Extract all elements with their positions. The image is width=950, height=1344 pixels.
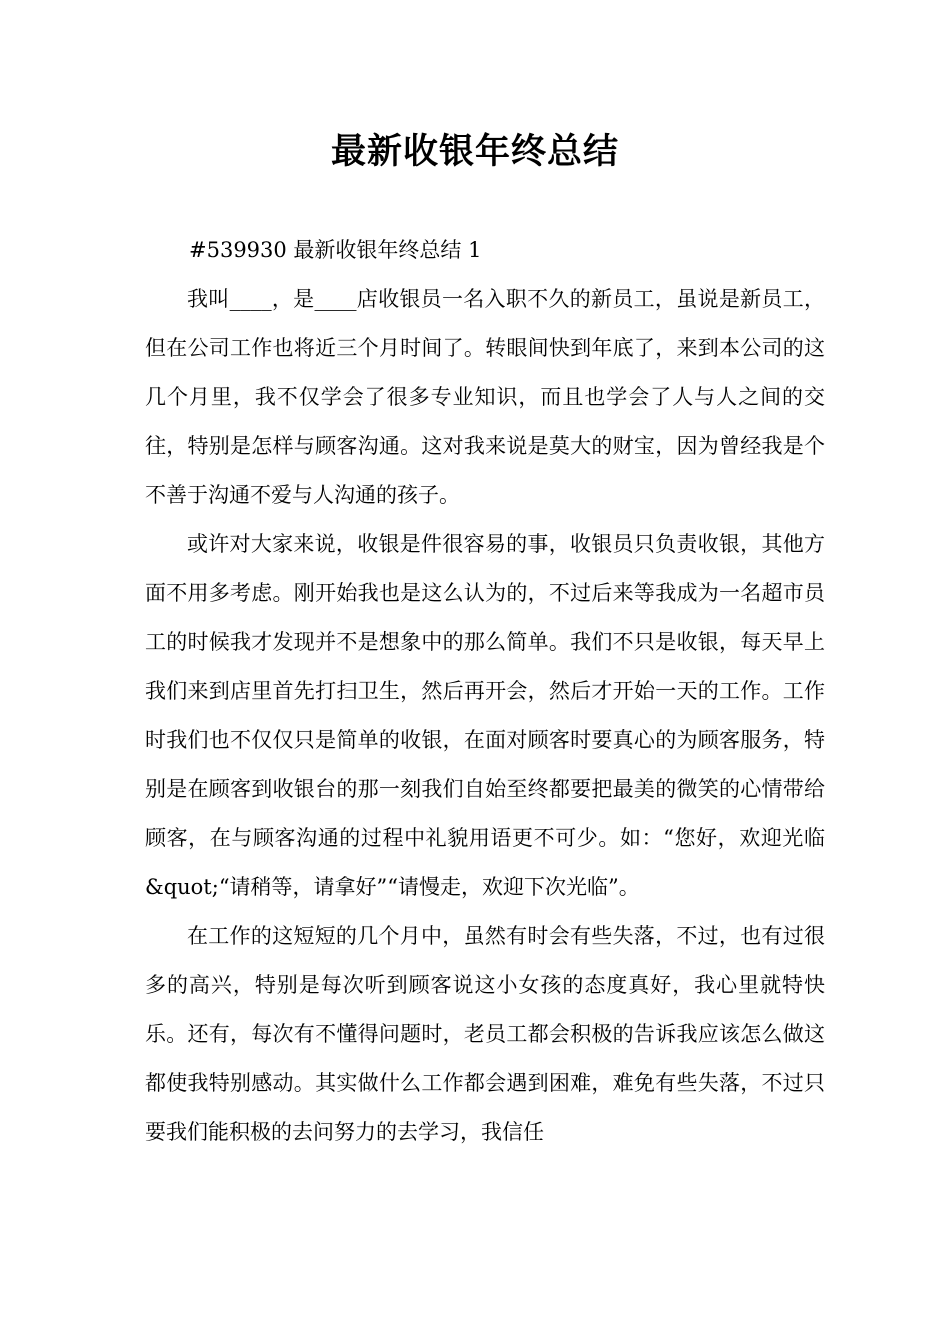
paragraph-2: 或许对大家来说，收银是件很容易的事，收银员只负责收银，其他方面不用多考虑。刚开始我也是这么认为的，不过后来等我成为一名超市员工的时候我才发现并不是想象中的那么简单。我们不只是收银，每天早上我们来到店里首先打扫卫生，然后再开会，然后才开始一天的工作。工作时我们也不仅仅只是简单的收银，在面对顾客时要真心的为顾客服务，特别是在顾客到收银台的那一刻我们自始至终都要把最美的微笑的心情带给顾客，在与顾客沟通的过程中礼貌用语更不可少。如：“您好，欢迎光临&quot;“请稍等，请拿好”“请慢走，欢迎下次光临”。 xyxy=(145,532,825,899)
document-subheading: #539930 最新收银年终总结 1 xyxy=(189,238,482,262)
document-body xyxy=(145,275,825,1157)
paragraph-3: 在工作的这短短的几个月中，虽然有时会有些失落，不过，也有过很多的高兴，特别是每次听到顾客说这小女孩的态度真好，我心里就特快乐。还有，每次有不懂得问题时，老员工都会积极的告诉我应该怎么做这都使我特别感动。其实做什么工作都会遇到困难，难免有些失落，不过只要我们能积极的去问努力的去学习，我信任 xyxy=(145,924,825,1144)
document-title: 最新收银年终总结 xyxy=(330,132,619,172)
paragraph-1: 我叫____，是____店收银员一名入职不久的新员工，虽说是新员工，但在公司工作也将近三个月时间了。转眼间快到年底了，来到本公司的这几个月里，我不仅学会了很多专业知识，而且也学会了人与人之间的交往，特别是怎样与顾客沟通。这对我来说是莫大的财宝，因为曾经我是个不善于沟通不爱与人沟通的孩子。 xyxy=(145,287,825,507)
